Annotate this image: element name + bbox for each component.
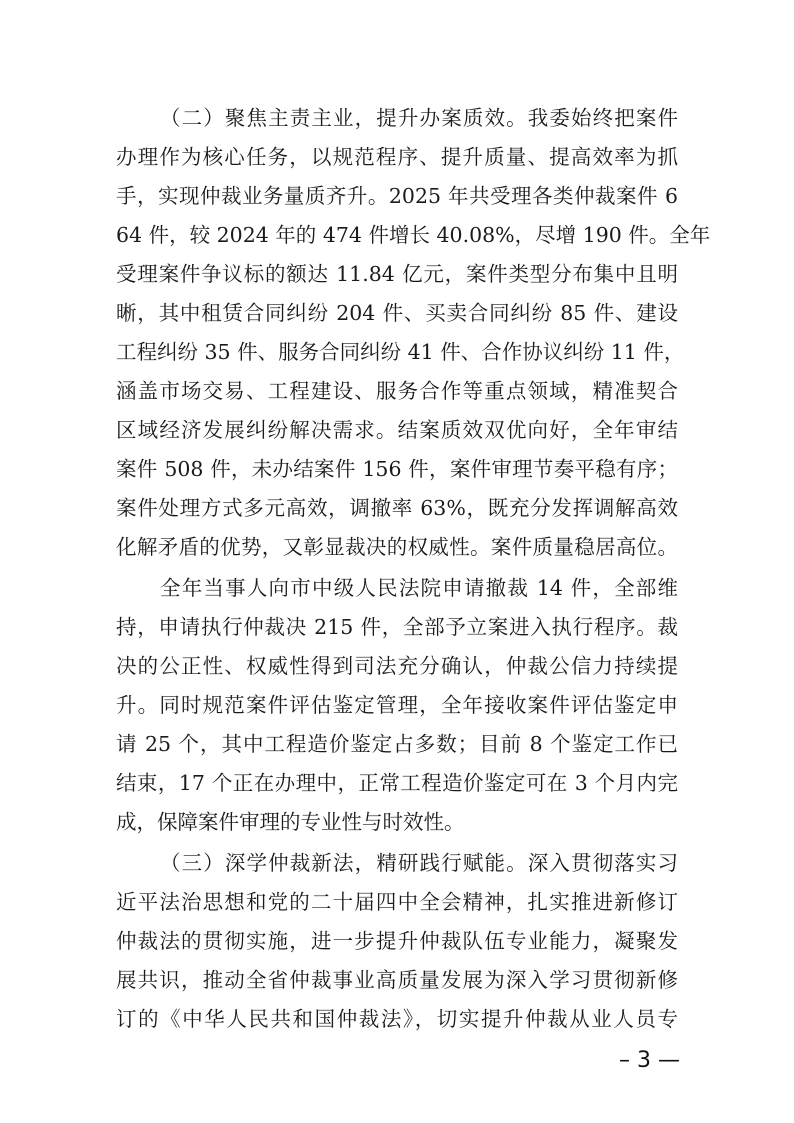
paragraph-line: 持，申请执行仲裁决 215 件，全部予立案进入执行程序。裁 xyxy=(116,615,678,639)
paragraph-line: 结束，17 个正在办理中，正常工程造价鉴定可在 3 个月内完 xyxy=(116,771,678,795)
paragraph-line: 案件 508 件，未办结案件 156 件，案件审理节奏平稳有序； xyxy=(116,457,678,481)
paragraph-line: 请 25 个，其中工程造价鉴定占多数；目前 8 个鉴定工作已 xyxy=(116,732,678,756)
paragraph-line: 涵盖市场交易、工程建设、服务合作等重点领域，精准契合 xyxy=(116,379,678,403)
paragraph-line: 64 件，较 2024 年的 474 件增长 40.08%，尽增 190 件。全年 xyxy=(116,223,711,247)
paragraph-line: 化解矛盾的优势，又彰显裁决的权威性。案件质量稳居高位。 xyxy=(116,535,678,559)
paragraph-line: 受理案件争议标的额达 11.84 亿元，案件类型分布集中且明 xyxy=(116,262,678,286)
paragraph-line: 办理作为核心任务，以规范程序、提升质量、提高效率为抓 xyxy=(116,145,678,169)
paragraph-line: 手，实现仲裁业务量质齐升。2025 年共受理各类仲裁案件 6 xyxy=(116,184,678,208)
paragraph-line: （二）聚焦主责主业，提升办案质效。我委始终把案件 xyxy=(160,106,678,130)
paragraph-line: 展共识，推动全省仲裁事业高质量发展为深入学习贯彻新修 xyxy=(116,968,678,992)
paragraph-line: （三）深学仲裁新法，精研践行赋能。深入贯彻落实习 xyxy=(160,851,678,875)
paragraph-line: 成，保障案件审理的专业性与时效性。 xyxy=(116,810,465,834)
paragraph-line: 仲裁法的贯彻实施，进一步提升仲裁队伍专业能力，凝聚发 xyxy=(116,929,678,953)
paragraph-line: 案件处理方式多元高效，调撤率 63%，既充分发挥调解高效 xyxy=(116,496,678,520)
paragraph-line: 全年当事人向市中级人民法院申请撤裁 14 件，全部维 xyxy=(160,576,678,600)
paragraph-line: 晰，其中租赁合同纠纷 204 件、买卖合同纠纷 85 件、建设 xyxy=(116,301,678,325)
paragraph-line: 工程纠纷 35 件、服务合同纠纷 41 件、合作协议纠纷 11 件， xyxy=(116,340,685,364)
paragraph-line: 区域经济发展纠纷解决需求。结案质效双优向好，全年审结 xyxy=(116,418,678,442)
paragraph-line: 订的《中华人民共和国仲裁法》，切实提升仲裁从业人员专 xyxy=(116,1007,678,1031)
paragraph-line: 升。同时规范案件评估鉴定管理，全年接收案件评估鉴定申 xyxy=(116,693,678,717)
page-number: – 3 — xyxy=(619,1048,680,1073)
paragraph-line: 近平法治思想和党的二十届四中全会精神，扎实推进新修订 xyxy=(116,890,678,914)
paragraph-line: 决的公正性、权威性得到司法充分确认，仲裁公信力持续提 xyxy=(116,654,678,678)
